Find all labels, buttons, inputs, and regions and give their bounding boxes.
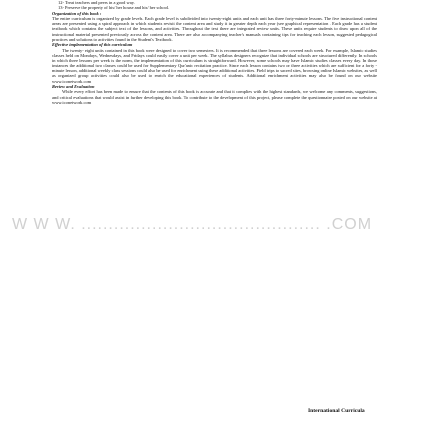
document-page: [52, 0, 377, 430]
implementation-paragraph: The twenty- eight units contained in this book were designed to cover two semesters. It is recommended that three lessons are covered each week. For example, Islamic studies classes held on Mondays, Wednesdays, and Fridays could easily cover a unit per week. The syllabus designers recognize that individual schools are structured differently. In schools in which three lessons per week is the norm, the implementation of this curriculum is straightforward. However, some schools may have Islamic studies classes every day. In those instances the additional two classes could be used for Supplementary Qur'anic recitation practice. Since each lesson contains two or three activities which are sufficient for a forty - minute lesson, additional weekly class sessions could also be used for enrichment using these additional activities. Field trips to sacred sites, browsing online Islamic websites, as well as organized group activities could also be used to enrich the educational experiences of students. Additional enrichment activities may also be found on our website www.iconetwork.com: [52, 47, 377, 84]
list-item: 12- Treat teachers and peers in a good way.: [58, 0, 135, 5]
list-item: 13- Preserve the property of his/ her house and his/ her school.: [58, 5, 170, 11]
review-paragraph: While every effort has been made to ensure that the contents of this book is accurate and that it complies with the highest standards, we welcome any comments, suggestions, and critical evaluations that would assist in further developing this book. To contribute to the development of this project, please complete the questionnaire posted on our website at www.iconetwork.com: [52, 89, 377, 105]
implementation-heading: Effective implementation of this curriculum: [52, 42, 133, 48]
watermark: W W W. ............................................ .COM: [12, 216, 373, 233]
review-heading: Review and Evaluation: [52, 84, 95, 90]
organization-paragraph: The entire curriculum is organized by grade levels. Each grade level is subdivided into twenty-eight units and each unit has three forty-minute lessons. The five instructional content areas are presented using a spiral approach in which students revisit the content area and study it in greater depth each year (see graphical representation . Each grade has a student textbook which contains the subject text of the lessons, and activities. Throughout the text there are integrated review units. These units require students to draw upon all of the instructional material presented previously across the content area. There are also accompanying teacher's manuals containing tips for teaching each lesson, suggested pedagogical practices and solutions to activities found in the Student's Textbook.: [52, 16, 377, 42]
page-footer: International Curricula: [308, 408, 365, 414]
organization-heading: Organization of this book :: [52, 10, 102, 16]
